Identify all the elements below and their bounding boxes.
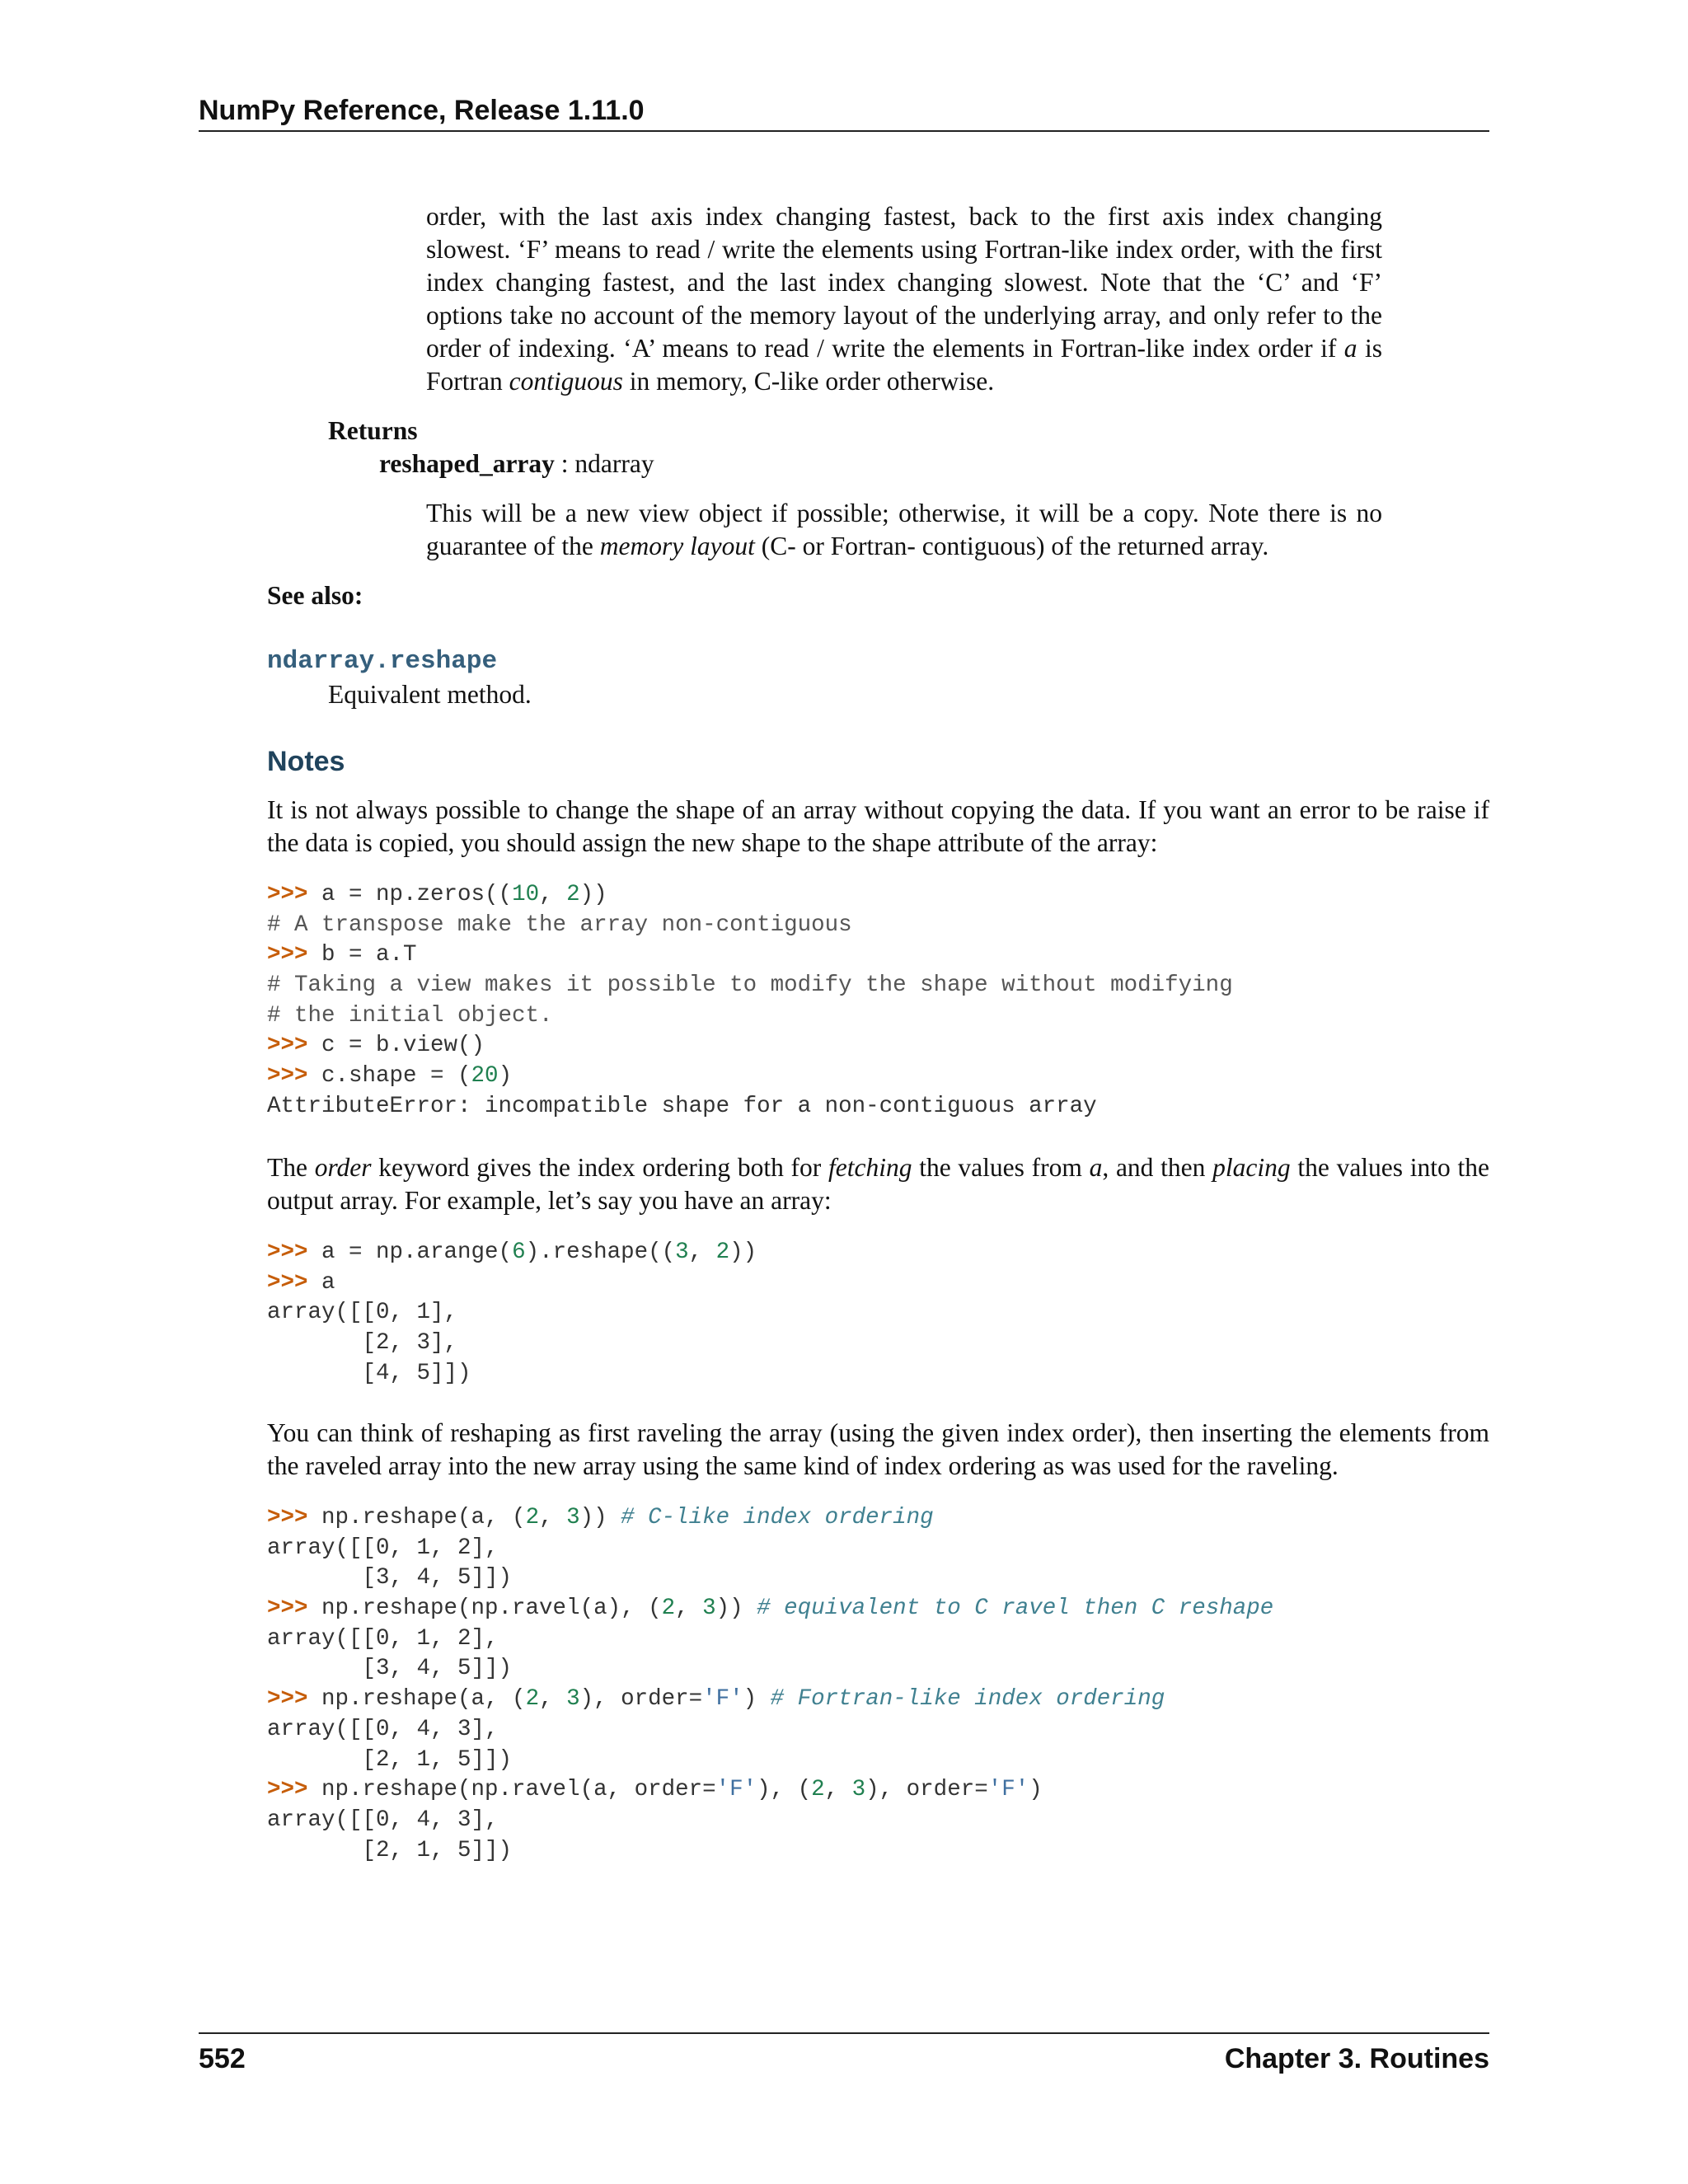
- code-token: b = a.T: [321, 942, 417, 968]
- code-token: 2: [661, 1596, 676, 1622]
- code-token: 3: [851, 1777, 866, 1803]
- notes-paragraph-1: It is not always possible to change the shape of an array without copying the data. If you want an error to be raise if the data is copied, you should assign the new shape to the shape attribute of the array:: [267, 795, 1489, 857]
- code-token: # Taking a view makes it possible to modify the shape without modifying: [267, 972, 1233, 999]
- code-token: 2: [525, 1505, 540, 1530]
- notes-paragraph-3: You can think of reshaping as first raveling the array (using the given index order), then inserting the elements from the raveled array into the new array using the same kind of index ordering as was used for the raveling.: [267, 1418, 1489, 1480]
- code-token: [4, 5]]): [267, 1360, 471, 1386]
- code-line: [267, 1594, 1273, 1624]
- code-line: [267, 1092, 1233, 1122]
- code-token: 2: [525, 1686, 540, 1713]
- prompt-token: >>>: [267, 942, 322, 968]
- code-token: ,: [688, 1240, 716, 1265]
- code-token: 'F': [987, 1777, 1029, 1803]
- code-token: np.reshape(np.ravel(a), (: [321, 1596, 662, 1622]
- prompt-token: >>>: [267, 1240, 322, 1265]
- code-token: np.reshape(a, (: [321, 1505, 526, 1530]
- code-line: [267, 880, 1233, 911]
- code-token: 10: [512, 882, 540, 907]
- code-block-arange-example: [267, 1238, 757, 1389]
- code-line: [267, 940, 1233, 971]
- code-token: ): [743, 1686, 771, 1713]
- prompt-token: >>>: [267, 1777, 322, 1803]
- code-line: [267, 1359, 757, 1390]
- code-token: c.shape = (: [321, 1063, 471, 1090]
- code-token: # Fortran-like index ordering: [770, 1686, 1165, 1713]
- prompt-token: >>>: [267, 1686, 322, 1713]
- code-token: np.reshape(a, (: [321, 1686, 526, 1713]
- prompt-token: >>>: [267, 1033, 322, 1059]
- footer-chapter: Chapter 3. Routines: [1224, 2043, 1489, 2074]
- code-token: array([[0, 4, 3],: [267, 1716, 499, 1742]
- prompt-token: >>>: [267, 1505, 322, 1530]
- code-line: [267, 1001, 1233, 1032]
- code-token: array([[0, 1, 2],: [267, 1535, 499, 1561]
- code-line: [267, 1062, 1233, 1092]
- code-token: array([[0, 4, 3],: [267, 1807, 499, 1833]
- code-token: array([[0, 1],: [267, 1300, 458, 1326]
- code-line: [267, 1654, 1273, 1685]
- code-token: # C-like index ordering: [621, 1505, 934, 1530]
- code-line: [267, 1563, 1273, 1594]
- notes-heading: Notes: [267, 746, 345, 777]
- ndarray-reshape-link[interactable]: ndarray.reshape: [267, 647, 498, 676]
- order-param-description: order, with the last axis index changing fastest, back to the first axis index changing slowest. ‘F’ means to read / write the elements using Fortran-like index order, with the first index changing fastest, and the last index changing slowest. Note that the ‘C’ and ‘F’ options take no account of the memory layout of the underlying array, and only refer to the order of indexing. ‘A’ means to read / write the elements in Fortran-like index order if a is Fortran contiguous in memory, C-like order otherwise.: [426, 202, 1382, 396]
- code-line: [267, 1268, 757, 1299]
- code-token: ).reshape((: [525, 1240, 676, 1265]
- code-token: # A transpose make the array non-contiguous: [267, 912, 852, 938]
- code-line: [267, 1534, 1273, 1564]
- code-token: AttributeError: incompatible shape for a non-contiguous array: [267, 1093, 1097, 1119]
- code-token: [2, 3],: [267, 1330, 458, 1357]
- returns-name: reshaped_array: [379, 449, 555, 478]
- code-line: [267, 1329, 757, 1359]
- prompt-token: >>>: [267, 1269, 322, 1296]
- code-line: [267, 1238, 757, 1268]
- code-line: [267, 1806, 1273, 1836]
- code-token: a = np.arange(: [321, 1240, 513, 1265]
- footer-rule: [199, 2032, 1489, 2034]
- code-line: [267, 1031, 1233, 1062]
- code-token: 3: [566, 1505, 580, 1530]
- code-token: 6: [512, 1240, 526, 1265]
- code-token: 2: [715, 1240, 730, 1265]
- prompt-token: >>>: [267, 1596, 322, 1622]
- code-line: [267, 1503, 1273, 1534]
- param-a-ref: a: [1343, 334, 1357, 363]
- code-token: # equivalent to C ravel then C reshape: [757, 1596, 1274, 1622]
- see-also-description: Equivalent method.: [328, 680, 532, 709]
- code-block-zeros-example: [267, 880, 1233, 1122]
- page-header-title: NumPy Reference, Release 1.11.0: [199, 92, 1489, 132]
- prompt-token: >>>: [267, 882, 322, 907]
- code-token: 2: [811, 1777, 825, 1803]
- code-token: 2: [566, 882, 580, 907]
- returns-description: This will be a new view object if possible; otherwise, it will be a copy. Note there is no guarantee of the memory layout (C- or Fortran- contiguous) of the returned array.: [426, 499, 1382, 560]
- code-token: np.reshape(np.ravel(a, order=: [321, 1777, 716, 1803]
- code-token: c = b.view(): [321, 1033, 485, 1059]
- code-token: [2, 1, 5]]): [267, 1746, 513, 1773]
- code-line: [267, 911, 1233, 941]
- returns-type: : ndarray: [554, 449, 654, 478]
- code-token: ), order=: [865, 1777, 988, 1803]
- code-line: [267, 1715, 1273, 1746]
- code-token: )): [715, 1596, 757, 1622]
- see-also-label: See also:: [267, 581, 363, 610]
- code-token: 'F': [715, 1777, 757, 1803]
- code-token: ), order=: [579, 1686, 703, 1713]
- code-token: )): [579, 1505, 621, 1530]
- code-token: ,: [675, 1596, 703, 1622]
- code-line: [267, 971, 1233, 1001]
- code-token: ,: [539, 1686, 567, 1713]
- footer-page-number: 552: [199, 2043, 246, 2074]
- code-token: 20: [471, 1063, 499, 1090]
- code-token: ): [498, 1063, 513, 1090]
- code-token: ,: [824, 1777, 852, 1803]
- code-token: 3: [702, 1596, 716, 1622]
- code-token: array([[0, 1, 2],: [267, 1625, 499, 1652]
- code-line: [267, 1836, 1273, 1867]
- code-token: ): [1029, 1777, 1043, 1803]
- contiguous-link[interactable]: contiguous: [509, 367, 623, 396]
- code-line: [267, 1746, 1273, 1776]
- code-token: a: [321, 1269, 335, 1296]
- code-line: [267, 1775, 1273, 1806]
- code-line: [267, 1624, 1273, 1655]
- memory-layout-link[interactable]: memory layout: [599, 532, 755, 560]
- prompt-token: >>>: [267, 1063, 322, 1090]
- code-line: [267, 1298, 757, 1329]
- code-token: [2, 1, 5]]): [267, 1837, 513, 1863]
- code-token: ,: [539, 1505, 567, 1530]
- code-token: ), (: [757, 1777, 812, 1803]
- code-block-reshape-examples: [267, 1503, 1273, 1866]
- code-token: # the initial object.: [267, 1002, 553, 1029]
- code-token: [3, 4, 5]]): [267, 1656, 513, 1682]
- code-token: a = np.zeros((: [321, 882, 513, 907]
- code-token: 3: [566, 1686, 580, 1713]
- code-token: ,: [539, 882, 567, 907]
- code-line: [267, 1685, 1273, 1715]
- code-token: 'F': [702, 1686, 743, 1713]
- returns-label: Returns: [328, 416, 418, 445]
- notes-paragraph-2: The order keyword gives the index ordering both for fetching the values from a, and then placing the values into the output array. For example, let’s say you have an array:: [267, 1153, 1489, 1215]
- code-token: 3: [675, 1240, 689, 1265]
- code-token: )): [579, 882, 607, 907]
- code-token: [3, 4, 5]]): [267, 1565, 513, 1591]
- code-token: )): [729, 1240, 757, 1265]
- returns-signature: [379, 448, 654, 480]
